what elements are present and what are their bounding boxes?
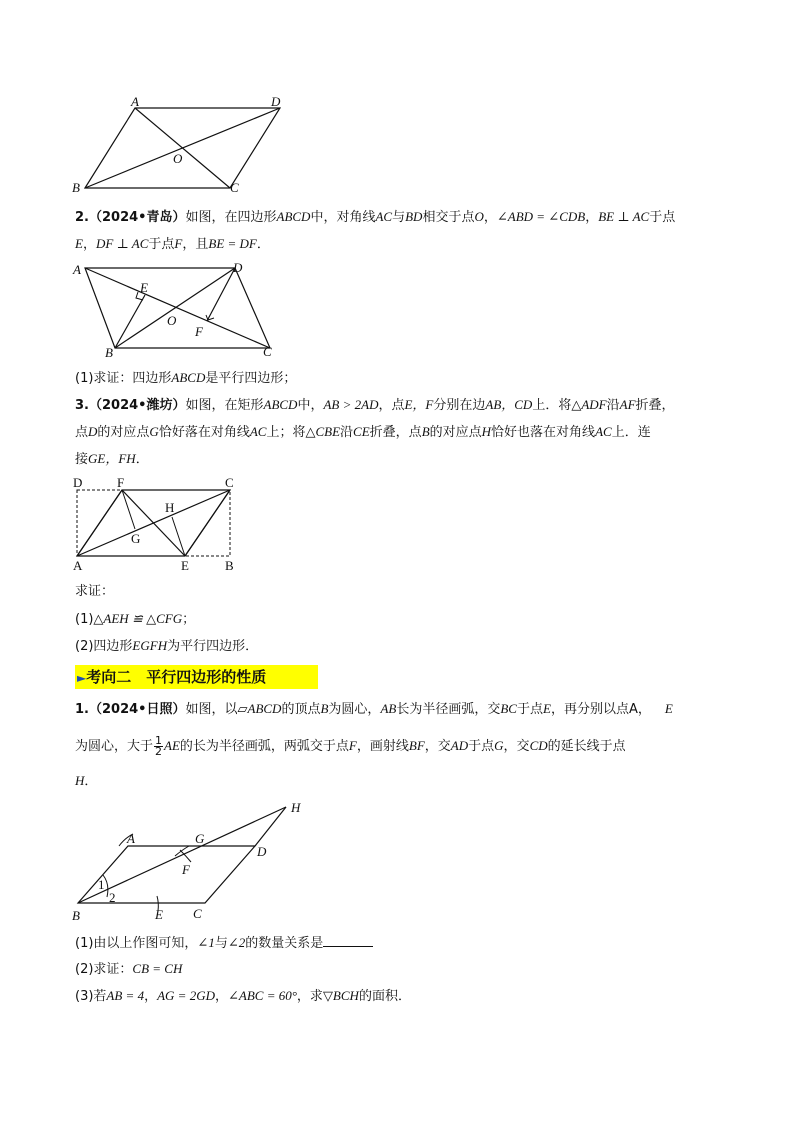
problem-3-line-3: 接GE，FH． — [75, 451, 149, 467]
problem-2-question-1: (1)求证：四边形ABCD是平行四边形； — [75, 370, 297, 386]
label-e: E — [140, 280, 148, 295]
label-h: H — [165, 500, 175, 515]
label-angle-2: 2 — [109, 890, 116, 905]
problem-3-proof-label: 求证： — [75, 584, 115, 599]
label-c: C — [263, 344, 272, 359]
label-c: C — [225, 475, 234, 490]
figure-rectangle-fold-3 — [65, 475, 245, 575]
problem-3-question-2: (2)四边形EGFH为平行四边形． — [75, 638, 259, 654]
label-o: O — [173, 151, 183, 166]
label-d: D — [271, 94, 281, 109]
answer-blank[interactable] — [323, 934, 373, 947]
label-d: D — [233, 260, 243, 275]
section-banner — [75, 665, 318, 689]
label-c: C — [193, 906, 202, 921]
problem-4-question-1: (1)由以上作图可知，∠1与∠2的数量关系是 — [75, 934, 725, 952]
problem-3-line-1: 3.（2024•潍坊）如图，在矩形ABCD中，AB > 2AD，点E，F分别在边AB，CD上．将△ADF沿AF折叠， — [75, 397, 675, 413]
label-d: D — [257, 844, 267, 859]
problem-3-line-2: 点D的对应点G恰好落在对角线AC上；将△CBE沿CE折叠，点B的对应点H恰好也落在对角线AC上．连 — [75, 424, 651, 440]
problem-2-line-1: 2.（2024•青岛）如图，在四边形ABCD中，对角线AC与BD相交于点O，∠ABD = ∠CDB，BE ⊥ AC于点 — [75, 209, 676, 225]
label-g: G — [195, 831, 205, 846]
label-b: B — [105, 345, 113, 360]
figure-parallelogram-1 — [60, 88, 300, 198]
label-a: A — [73, 262, 81, 277]
label-b: B — [72, 180, 80, 195]
label-g: G — [131, 531, 141, 546]
problem-4-question-3: (3)若AB = 4，AG = 2GD，∠ABC = 60°，求▽BCH的面积． — [75, 988, 411, 1004]
label-a: A — [127, 831, 135, 846]
problem-4-line-1: 1.（2024•日照）如图，以▱ABCD的顶点B为圆心，AB长为半径画弧，交BC于点E，再分别以点A， E — [75, 701, 673, 717]
problem-4-line-3: H． — [75, 773, 98, 789]
label-b: B — [72, 908, 80, 923]
label-a: A — [131, 94, 139, 109]
triangle-arrow-icon: ► — [77, 671, 87, 685]
label-f: F — [195, 324, 203, 339]
label-c: C — [230, 180, 239, 195]
label-a: A — [73, 558, 83, 573]
label-h: H — [291, 800, 301, 815]
problem-4-line-2: 为圆心，大于 $\frac{1}{2}$ AE的长为半径画弧，两弧交于点F，画射线BF，交AD于点G，交CD的延长线于点 — [75, 734, 626, 758]
label-f: F — [117, 475, 125, 490]
figure-quadrilateral-2 — [70, 258, 290, 363]
label-d: D — [73, 475, 83, 490]
problem-3-question-1: (1)△AEH ≌ △CFG； — [75, 611, 196, 627]
label-b: B — [225, 558, 234, 573]
fraction-one-half: $\frac{1}{2}$ — [155, 734, 163, 758]
problem-4-question-2: (2)求证：CB = CH — [75, 961, 183, 977]
problem-2-line-2: E，DF ⊥ AC于点F，且BE = DF． — [75, 236, 270, 252]
figure-parallelogram-construction-4 — [65, 798, 315, 928]
label-e: E — [181, 558, 189, 573]
label-e: E — [155, 907, 163, 922]
label-f: F — [182, 862, 190, 877]
label-angle-1: 1 — [98, 877, 105, 892]
label-o: O — [167, 313, 177, 328]
section-title: 考向二 平行四边形的性质 — [86, 668, 267, 686]
